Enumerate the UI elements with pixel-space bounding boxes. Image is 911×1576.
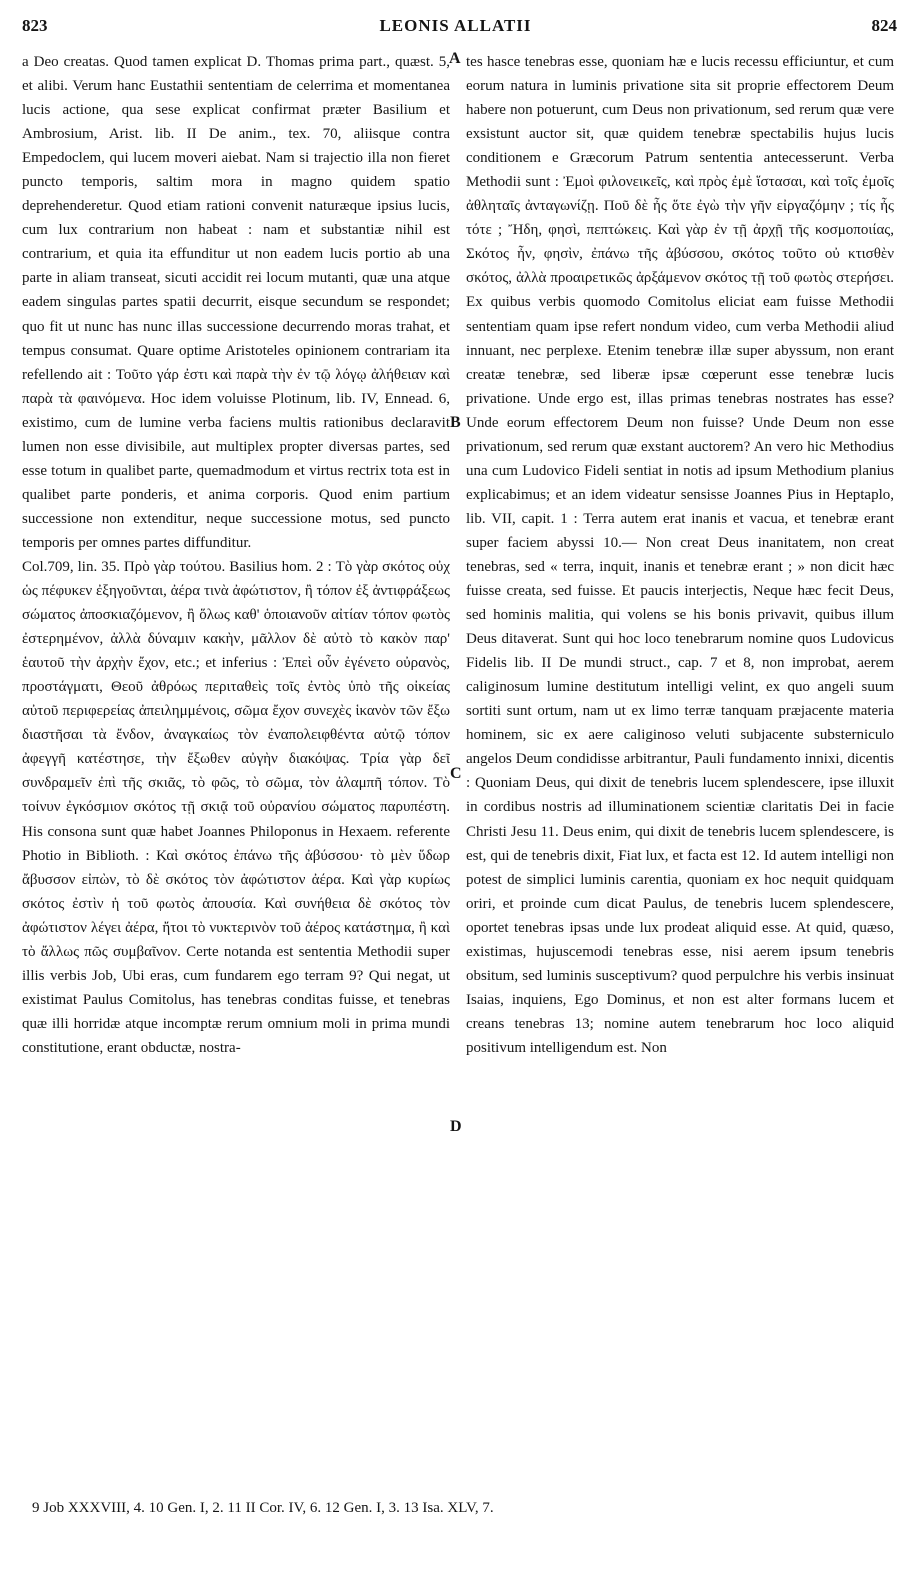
right-column-paragraph: tes hasce tenebras esse, quoniam hæ e lucis recessu efficiuntur, et cum eorum natura in luminis privatione sita sit proprie effectorem Deum habere non potuerunt, cum Deus non privationum, sed rerum quæ vere exsistunt auctor sit, quæ quidem tenebræ spectabilis hujus lucis conditionem e Græcorum Patrum sententia antecesserunt. Verba Methodii sunt : Ἐμοὶ φιλονεικεῖς, καὶ πρὸς ἐμὲ ἵστασαι, καὶ τοῖς ἐμοῖς ἀθληταῖς ἀνταγωνίζῃ. Ποῦ δὲ ἦς ὅτε ἐγὼ τὴν γῆν εἰργαζόμην ; τίς ἦς τότε ; Ἤδη, φησὶ, πεπτώκεις. Καὶ γὰρ ἐν τῇ ἀρχῇ τῆς κοσμοποιίας, Σκότος ἦν, φησὶν, ἐπάνω τῆς ἀβύσσου, σκότος τοῦτο οὐ κτισθὲν σκότος, ἀλλὰ προαιρετικῶς ἀρξάμενον σκότος τῇ τοῦ φωτὸς στερήσει. Ex quibus verbis quomodo Comitolus eliciat eam fuisse Methodii sententiam quam ipse refert nondum video, cum verba Methodii aliud innuant, nec perplexe. Etenim tenebræ illæ super abyssum, non erant creatæ tenebræ, sed liberæ ipsæ cœperunt esse tenebræ lucis privatione. Unde ergo est, illas primas tenebras nostrates has esse? Unde eorum effectorem Deum non fuisse? Unde Deum non esse privationum, sed rerum quæ exstant auctorem? An vero hic Methodius una cum Ludovico Fideli sentiat in notis ad ipsum Methodium planius explicabimus; et an idem videatur sensisse Joannes Pius in Heptaplo, lib. VII, capit. 1 : Terra autem erat inanis et vacua, et tenebræ erant super faciem abyssi 10.— Non creat Deus inanitatem, non creat tenebras, sed « terra, inquit, inanis et tenebræ erant ; » non dicit hæc fuisse creata, sed fuisse. Et paucis interjectis, Neque hæc fecit Deus, sed hominis malitia, qui volens se his bonis privavit, quibus illum Deus ditaverat. Sunt qui hoc loco tenebrarum nomine quos Ludovicus Fidelis lib. II De mundi struct., cap. 7 et 8, non improbat, aerem caliginosum lumine destitutum intelligi velint, ex quo angeli suum sortiti sunt ortum, nam ut ex limo terræ tanquam præjacente materia hominem, sic ex aere caliginoso veluti subjacente substerniculo angelos Deum condidisse arbitrantur, Pauli fundamento innixi, dicentis : Quoniam Deus, qui dixit de tenebris lucem splendescere, ipse illuxit in cordibus nostris ad illuminationem scientiæ claritatis Dei in facie Christi Jesu 11. Deus enim, qui dixit de tenebris lucem splendescere, is est, qui de tenebris dixit, Fiat lux, et facta est 12. Id autem intelligi non potest de simplici luminis carentia, quoniam ex hoc nequit quidquam oriri, et proinde cum dicat Paulus, de tenebris lucem splendescere, oportet tenebras ipsas unde lux prodeat aliquid esse. At quid, quæso, existimas, hujuscemodi tenebras esse, nisi aerem ipsum tenebris obsitum, sed luminis susceptivum? quod perpulchre his verbis insinuat Isaias, inquiens, Ego Dominus, et non est alter formans lucem et creans tenebras 13; nomine autem tenebrarum hoc loco aliquid positivum intelligendum est. Non [466, 54, 894, 1056]
left-column-paragraph-2: Col.709, lin. 35. Πρὸ γὰρ τούτου. Basilius hom. 2 : Τὸ γὰρ σκότος οὐχ ὡς πέφυκεν ἐξηγοῦνται, ἀέρα τινὰ ἀφώτιστον, ἢ τόπον ἐξ ἀντιφράξεως σώματος ἀποσκιαζόμενον, ἢ ὅλως καθ' ὁποιανοῦν αἰτίαν τόπον φωτὸς ἐστερημένον, ἀλλὰ δύναμιν κακὴν, μᾶλλον δὲ αὐτὸ τὸ κακὸν παρ' ἑαυτοῦ τὴν ἀρχὴν ἔχον, etc.; et inferius : Ἐπεὶ οὖν ἐγένετο οὐρανὸς, προστάγματι, Θεοῦ ἀθρόως περιταθεὶς τοῖς ἐντὸς ὑπὸ τῆς οἰκείας αὐτοῦ περιφερείας ἀπειλημμένοις, σῶμα ἔχον συνεχὲς ἱκανὸν τῶν ἔξω διαστῆσαι τὰ ἔνδον, ἀναγκαίως τὸν ἐναπολειφθέντα αὐτῷ τόπον ἀφεγγῆ κατέστησε, τὴν ἔξωθεν αὐγὴν διακόψας. Τρία γὰρ δεῖ συνδραμεῖν ἐπὶ τῆς σκιᾶς, τὸ φῶς, τὸ σῶμα, τὸν ἀλαμπῆ τόπον. Τὸ τοίνυν ἐγκόσμιον σκότος τῇ σκιᾷ τοῦ οὐρανίου σώματος παρυπέστη. His consona sunt quæ habet Joannes Philoponus in Hexaem. referente Photio in Biblioth. : Καὶ σκότος ἐπάνω τῆς ἀβύσσου· τὸ μὲν ὕδωρ ἄβυσσον εἰπὼν, τὸ δὲ σκότος τὸν ἀφώτιστον ἀέρα. Καὶ γὰρ κυρίως σκότος ἐστὶν ἡ τοῦ φωτὸς ἀπουσία. Καὶ συνήθεια δὲ σκότος τὸν ἀφώτιστον λέγει ἀέρα, ἤτοι τὸ νυκτερινὸν τοῦ ἀέρος κατάστημα, ἢ καὶ τὸ ἄλλως πῶς συμβαῖνον. Certe notanda est sententia Methodii super illis verbis Job, Ubi eras, cum fundarem ego terram 9? Qui negat, ut existimat Paulus Comitolus, has tenebras conditas fuisse, et tenebras quæ illi horridæ atque incomptæ rerum omnium moli in prima mundi constitutione, erant obductæ, nostra- [22, 558, 450, 1056]
column-marker-b: B [450, 414, 461, 431]
page-header [0, 16, 911, 42]
left-column [22, 50, 450, 1482]
page-number-right: 824 [871, 16, 897, 35]
footnotes: 9 Job XXXVIII, 4. 10 Gen. I, 2. 11 II Cor. IV, 6. 12 Gen. I, 3. 13 Isa. XLV, 7. [32, 1500, 494, 1516]
column-marker-c: C [450, 765, 462, 782]
page-number-left: 823 [22, 16, 48, 35]
left-column-paragraph-1: a Deo creatas. Quod tamen explicat D. Thomas prima part., quæst. 5, et alibi. Verum hanc Eustathii sententiam de celerrima et momentanea lucis actione, qua sese explicat confirmat præter Basilium et Ambrosium, Arist. lib. II De anim., tex. 70, aliisque contra Empedoclem, qui lucem moveri aiebat. Nam si trajectio illa non fieret puncto temporis, saltim mora in magno quidem spatio deprehenderetur. Quod etiam rationi convenit naturæque ipsius lucis, cum lux contrarium non habeat : nam et substantiæ nihil est contrarium, et quia ita effunditur ut non eadem lucis portio ab una parte in aliam transeat, sicuti accidit rei locum mutanti, quæ una atque eadem singulas partes spatii decurrit, eisque secundum se respondet; quo fit ut nunc has nunc illas successione decurrendo moras trahat, et tempus consumat. Quare optime Aristoteles opinionem contrariam ita refellendo ait : Τοῦτο γάρ ἐστι καὶ παρὰ τὴν ἐν τῷ λόγῳ ἀλήθειαν καὶ παρὰ τὰ φαινόμενα. Hoc idem voluisse Plotinum, lib. IV, Ennead. 6, existimo, cum de lumine verba faciens multis rationibus declaravit lumen non esse divisibile, aut multiplex propter diversas partes, sed esse totum in qualibet parte, quemadmodum et virtus rectrix tota est in qualibet parte ponderis, et anima corporis. Quod enim partium successione non extenditur, neque successione motus, sed puncto temporis per omnes partes diffunditur. [22, 54, 450, 551]
running-title: LEONIS ALLATII [379, 16, 532, 35]
column-marker-d: D [450, 1118, 462, 1135]
column-marker-a: A [449, 50, 461, 67]
right-column [466, 50, 894, 1482]
